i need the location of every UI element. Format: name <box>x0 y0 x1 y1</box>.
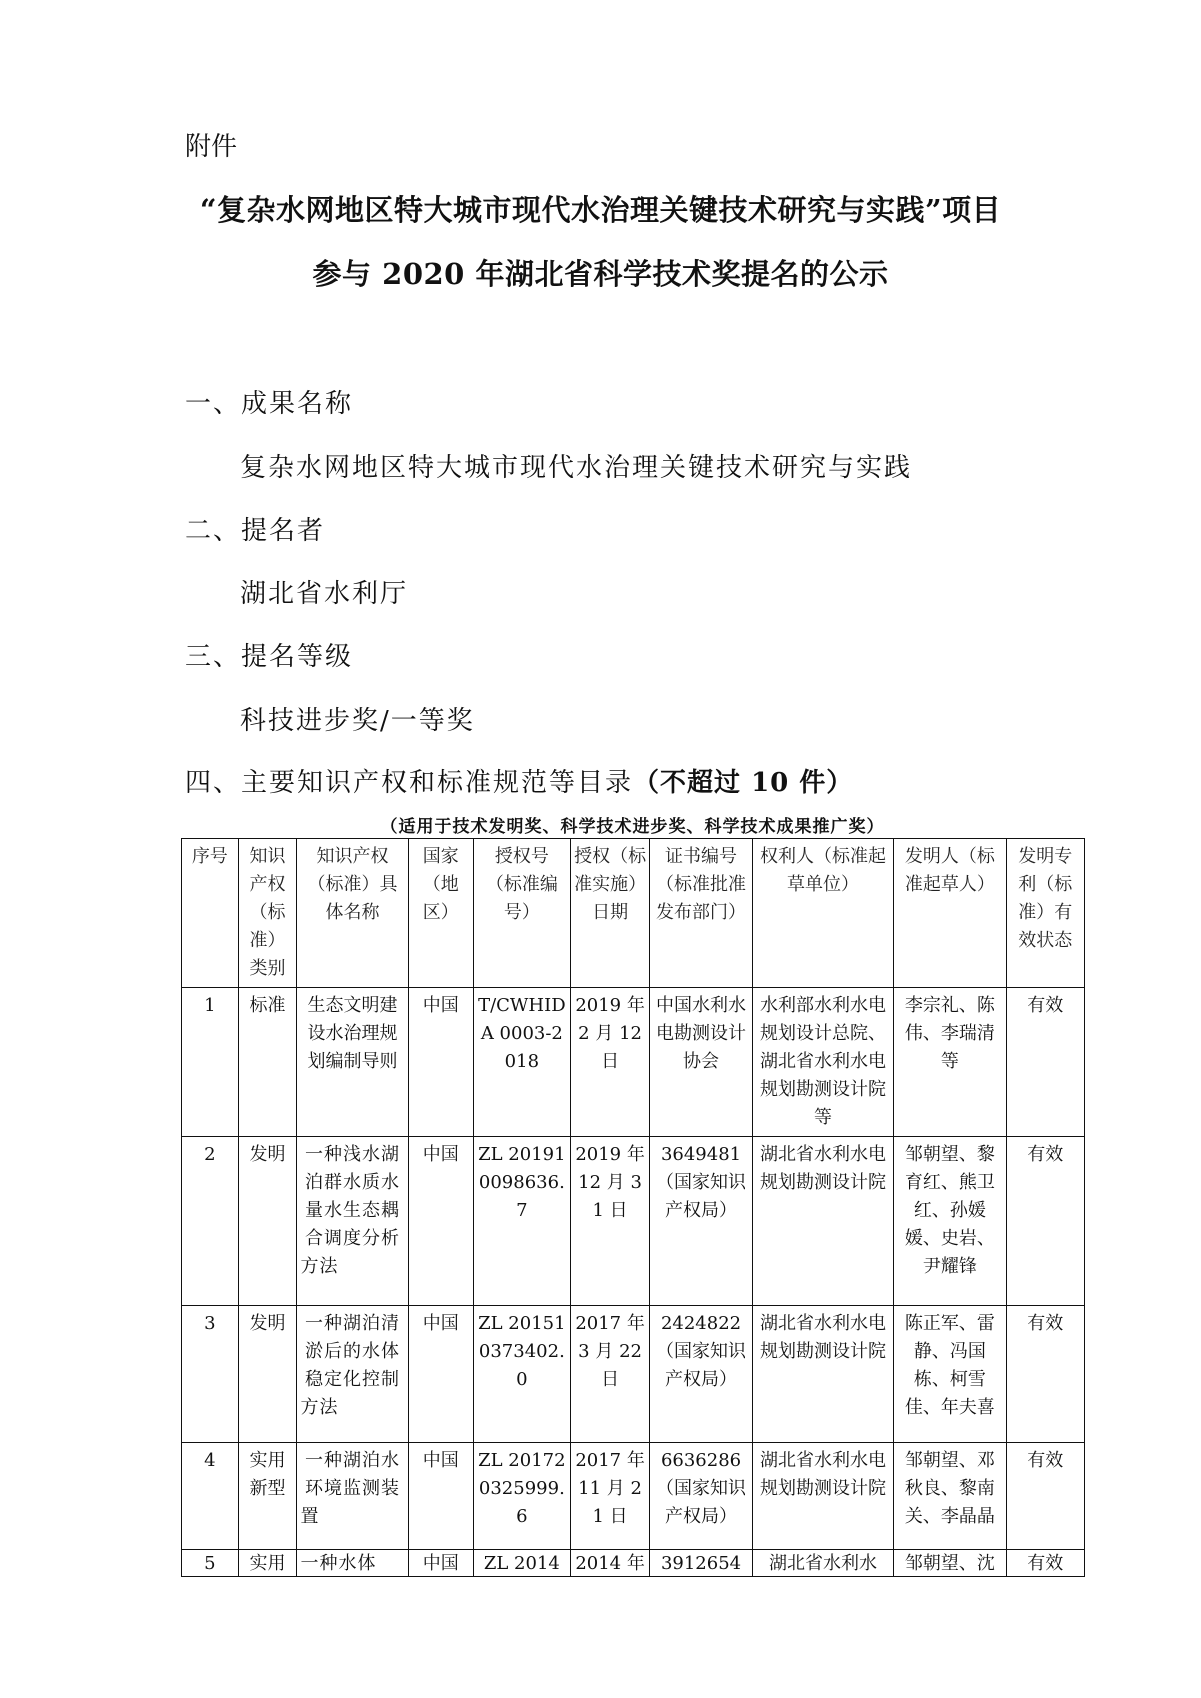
table-row <box>182 1306 1085 1443</box>
cell-date: 2017 年 11 月 21 日 <box>570 1443 650 1550</box>
section-value-nominator: 湖北省水利厅 <box>240 579 409 609</box>
cell-status: 有效 <box>1006 1443 1084 1550</box>
header-no: 序号 <box>182 839 239 988</box>
cell-owner: 湖北省水利水电规划勘测设计院 <box>752 1443 894 1550</box>
cell-status: 有效 <box>1006 1137 1084 1306</box>
cell-date: 2017 年 3 月 22 日 <box>570 1306 650 1443</box>
cell-inventors: 陈正军、雷静、冯国栋、柯雪佳、年夫喜 <box>894 1306 1006 1443</box>
document-title-line1: “复杂水网地区特大城市现代水治理关键技术研究与实践”项目 <box>199 193 1002 227</box>
cell-date: 2019 年 2 月 12 日 <box>570 988 650 1137</box>
header-number: 授权号（标准编号） <box>473 839 570 988</box>
cell-owner: 湖北省水利水电规划勘测设计院 <box>752 1306 894 1443</box>
cell-owner: 湖北省水利水 <box>752 1550 894 1577</box>
cell-country: 中国 <box>408 988 473 1137</box>
document-title-line2: 参与 2020 年湖北省科学技术奖提名的公示 <box>312 257 889 291</box>
header-type: 知识产权（标准）类别 <box>238 839 297 988</box>
cell-date: 2019 年 12 月 31 日 <box>570 1137 650 1306</box>
cell-name: 生态文明建设水治理规划编制导则 <box>297 988 408 1137</box>
cell-no: 3 <box>182 1306 239 1443</box>
cell-type: 发明 <box>238 1137 297 1306</box>
cell-owner: 水利部水利水电规划设计总院、湖北省水利水电规划勘测设计院等 <box>752 988 894 1137</box>
cell-status: 有效 <box>1006 1550 1084 1577</box>
cell-name: 一种水体 <box>297 1550 408 1577</box>
ip-catalog-heading-suffix: （不超过 10 件） <box>633 768 854 798</box>
section-value-achievement-name: 复杂水网地区特大城市现代水治理关键技术研究与实践 <box>240 453 913 483</box>
cell-inventors: 邹朝望、沈 <box>894 1550 1006 1577</box>
header-country: 国家（地区） <box>408 839 473 988</box>
ip-catalog-heading-text: 四、主要知识产权和标准规范等目录 <box>185 768 634 798</box>
cell-name: 一种湖泊水环境监测装置 <box>297 1443 408 1550</box>
cell-inventors: 李宗礼、陈伟、李瑞清等 <box>894 988 1006 1137</box>
ip-table <box>181 838 1085 1577</box>
cell-status: 有效 <box>1006 1306 1084 1443</box>
attachment-label: 附件 <box>185 132 238 162</box>
cell-no: 2 <box>182 1137 239 1306</box>
scope-note: （适用于技术发明奖、科学技术进步奖、科学技术成果推广奖） <box>380 817 885 837</box>
header-inventors: 发明人（标准起草人） <box>894 839 1006 988</box>
table-row <box>182 1137 1085 1306</box>
cell-cert: 6636286（国家知识产权局） <box>650 1443 752 1550</box>
cell-cert: 2424822（国家知识产权局） <box>650 1306 752 1443</box>
cell-number: ZL 201910098636.7 <box>473 1137 570 1306</box>
cell-no: 1 <box>182 988 239 1137</box>
section-heading-ip-catalog <box>185 762 853 799</box>
header-date: 授权（标准实施）日期 <box>570 839 650 988</box>
header-name: 知识产权（标准）具体名称 <box>297 839 408 988</box>
cell-cert: 3912654 <box>650 1550 752 1577</box>
cell-type: 实用新型 <box>238 1443 297 1550</box>
cell-number: T/CWHIDA 0003-2018 <box>473 988 570 1137</box>
header-cert: 证书编号（标准批准发布部门） <box>650 839 752 988</box>
cell-owner: 湖北省水利水电规划勘测设计院 <box>752 1137 894 1306</box>
cell-type: 发明 <box>238 1306 297 1443</box>
section-heading-nominator: 二、提名者 <box>185 516 326 546</box>
cell-type: 标准 <box>238 988 297 1137</box>
cell-inventors: 邹朝望、邓秋良、黎南关、李晶晶 <box>894 1443 1006 1550</box>
cell-no: 4 <box>182 1443 239 1550</box>
cell-date: 2014 年 <box>570 1550 650 1577</box>
header-owner: 权利人（标准起草单位） <box>752 839 894 988</box>
cell-number: ZL 2014 <box>473 1550 570 1577</box>
cell-country: 中国 <box>408 1137 473 1306</box>
cell-status: 有效 <box>1006 988 1084 1137</box>
table-header-row <box>182 839 1085 988</box>
section-value-nomination-level: 科技进步奖/一等奖 <box>240 706 475 736</box>
table-row <box>182 1550 1085 1577</box>
cell-cert: 3649481（国家知识产权局） <box>650 1137 752 1306</box>
cell-no: 5 <box>182 1550 239 1577</box>
cell-number: ZL 201720325999.6 <box>473 1443 570 1550</box>
cell-number: ZL 201510373402.0 <box>473 1306 570 1443</box>
cell-name: 一种浅水湖泊群水质水量水生态耦合调度分析方法 <box>297 1137 408 1306</box>
table-row <box>182 988 1085 1137</box>
cell-country: 中国 <box>408 1550 473 1577</box>
cell-cert: 中国水利水电勘测设计协会 <box>650 988 752 1137</box>
cell-name: 一种湖泊清淤后的水体稳定化控制方法 <box>297 1306 408 1443</box>
cell-country: 中国 <box>408 1306 473 1443</box>
cell-type: 实用 <box>238 1550 297 1577</box>
cell-inventors: 邹朝望、黎育红、熊卫红、孙媛媛、史岩、尹耀锋 <box>894 1137 1006 1306</box>
header-status: 发明专利（标准）有效状态 <box>1006 839 1084 988</box>
section-heading-achievement-name: 一、成果名称 <box>185 389 354 419</box>
section-heading-nomination-level: 三、提名等级 <box>185 642 354 672</box>
table-row <box>182 1443 1085 1550</box>
cell-country: 中国 <box>408 1443 473 1550</box>
